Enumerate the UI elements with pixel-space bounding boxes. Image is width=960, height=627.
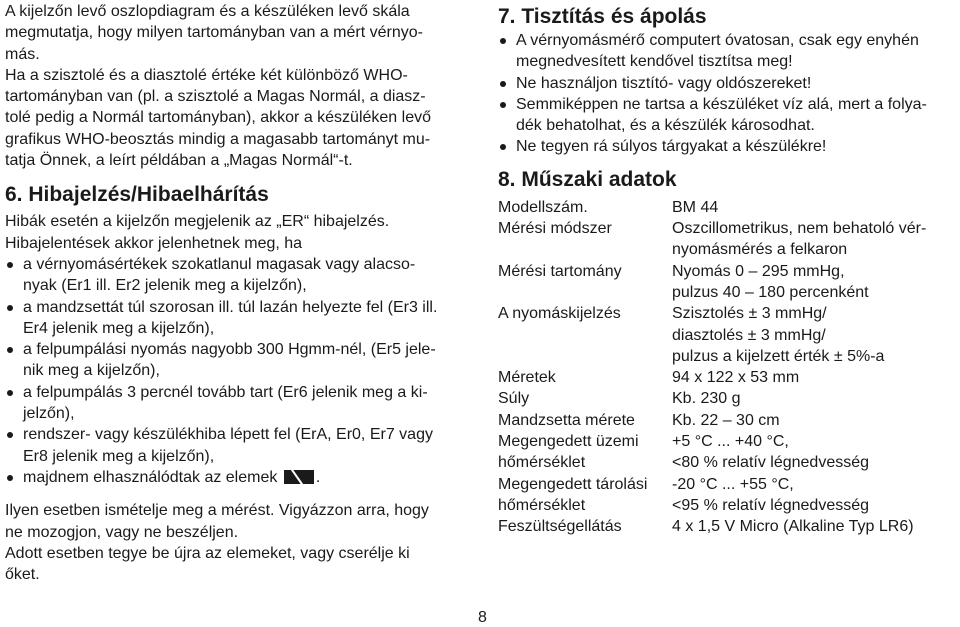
- error-bullet-line: a vérnyomásértékek szokatlanul magasak vagy alacso-: [5, 254, 465, 275]
- spec-label: Mérési tartomány: [498, 262, 622, 280]
- spec-row: [498, 367, 958, 388]
- section-6-intro: [5, 211, 465, 254]
- spec-row: [498, 325, 958, 346]
- spec-label: hőmérséklet: [498, 496, 586, 514]
- spec-value: nyomásmérés a felkaron: [672, 241, 848, 259]
- section-6-intro-line: Hibák esetén a kijelzőn megjelenik az „ER“ hibajelzés.: [5, 213, 390, 231]
- error-bullet-line: nyak (Er1 ill. Er2 jelenik meg a kijelzőn),: [23, 277, 307, 295]
- spec-value: 4 x 1,5 V Micro (Alkaline Typ LR6): [672, 518, 914, 536]
- spec-row: [498, 452, 958, 473]
- intro-line: tartományban van (pl. a szisztolé a Magas Normál, a diasz-: [5, 88, 426, 106]
- intro-line: más.: [5, 45, 40, 63]
- intro-line: A kijelzőn levő oszlopdiagram és a készüléken levő skála: [5, 3, 410, 20]
- spec-row: [498, 197, 958, 218]
- spec-label: Feszültségellátás: [498, 518, 622, 536]
- technical-specs-table: [498, 197, 958, 538]
- spec-label: Mérési módszer: [498, 220, 612, 238]
- error-bullet-line: a felpumpálás 3 percnél tovább tart (Er6 jelenik meg a ki-: [5, 382, 465, 403]
- spec-label: [498, 282, 672, 303]
- spec-label: A nyomáskijelzés: [498, 305, 621, 323]
- spec-label: Méretek: [498, 369, 556, 387]
- error-bullet-line: a felpumpálási nyomás nagyobb 300 Hgmm-nél, (Er5 jele-: [5, 339, 465, 360]
- intro-line: megmutatja, hogy milyen tartományban van a mért vérnyo-: [5, 24, 423, 42]
- cleaning-bullet-line: Ne használjon tisztító- vagy oldószereket!: [498, 73, 958, 94]
- error-bullet-list: [5, 254, 465, 467]
- cleaning-bullet-line: dék behatolhat, és a készülék károsodhat.: [516, 117, 815, 135]
- spec-row: [498, 516, 958, 537]
- spec-value: 94 x 122 x 53 mm: [672, 369, 800, 387]
- spec-label: hőmérséklet: [498, 454, 586, 472]
- spec-row: [498, 261, 958, 282]
- cleaning-bullet-line: Ne tegyen rá súlyos tárgyakat a készülékre!: [498, 136, 958, 157]
- section-6-heading: 6. Hibajelzés/Hibaelhárítás: [5, 183, 269, 207]
- section-6-intro-line: Hibajelentések akkor jelenhetnek meg, ha: [5, 234, 303, 252]
- spec-value: BM 44: [672, 198, 719, 216]
- error-bullet-line: nik meg a kijelzőn),: [23, 362, 160, 380]
- spec-row: [498, 218, 958, 239]
- error-bullet-line: jelzőn),: [23, 405, 75, 423]
- spec-row: [498, 474, 958, 495]
- spec-value: pulzus 40 – 180 percenként: [672, 283, 869, 301]
- spec-label: [498, 346, 672, 367]
- spec-value: -20 °C ... +55 °C,: [672, 475, 794, 493]
- section-7-heading: 7. Tisztítás és ápolás: [498, 5, 707, 28]
- error-bullet-line: a mandzsettát túl szorosan ill. túl lazán helyezte fel (Er3 ill.: [5, 297, 465, 318]
- spec-value: Oszcillometrikus, nem behatoló vér-: [672, 220, 927, 238]
- spec-value: <80 % relatív légnedvesség: [672, 454, 870, 472]
- spec-value: Nyomás 0 – 295 mmHg,: [672, 262, 845, 280]
- error-bullet-line: Er4 jelenik meg a kijelzőn),: [23, 319, 215, 337]
- spec-value: pulzus a kijelzett érték ± 5%-a: [672, 347, 885, 365]
- outro-line: Ilyen esetben ismételje meg a mérést. Vigyázzon arra, hogy: [5, 502, 429, 520]
- section-8-heading: 8. Műszaki adatok: [498, 167, 677, 191]
- spec-row: [498, 431, 958, 452]
- intro-line: tolé pedig a Normál tartományban), akkor a készüléken levő: [5, 109, 431, 127]
- spec-label: [498, 239, 672, 260]
- spec-label: Súly: [498, 390, 530, 408]
- spec-value: +5 °C ... +40 °C,: [672, 433, 789, 451]
- spec-value: Szisztolés ± 3 mmHg/: [672, 305, 827, 323]
- battery-bullet: [5, 467, 465, 488]
- cleaning-bullet-line: Semmiképpen ne tartsa a készüléket víz alá, mert a folya-: [498, 94, 958, 115]
- error-bullet-line: Er8 jelenik meg a kijelzőn),: [23, 447, 215, 465]
- intro-paragraph: [5, 1, 465, 171]
- right-column: [498, 0, 958, 538]
- cleaning-bullet-list: [498, 30, 958, 158]
- spec-row: [498, 410, 958, 431]
- spec-label: Mandzsetta mérete: [498, 411, 635, 429]
- battery-low-icon: [284, 470, 314, 484]
- spec-row: [498, 239, 958, 260]
- error-bullet-line: rendszer- vagy készülékhiba lépett fel (ErA, Er0, Er7 vagy: [5, 424, 465, 445]
- left-column: [5, 0, 465, 585]
- cleaning-bullet-line: A vérnyomásmérő computert óvatosan, csak egy enyhén: [498, 30, 958, 51]
- spec-row: [498, 388, 958, 409]
- spec-value: Kb. 230 g: [672, 390, 741, 408]
- spec-value: Kb. 22 – 30 cm: [672, 411, 780, 429]
- page-number: 8: [478, 609, 487, 626]
- spec-value: diasztolés ± 3 mmHg/: [672, 326, 826, 344]
- intro-line: Ha a szisztolé és a diasztolé értéke két különböző WHO-: [5, 66, 408, 84]
- intro-line: tatja Önnek, a leírt példában a „Magas Normál“-t.: [5, 152, 353, 170]
- spec-row: [498, 303, 958, 324]
- spec-label: Megengedett üzemi: [498, 433, 639, 451]
- spec-label: Megengedett tárolási: [498, 475, 648, 493]
- spec-row: [498, 346, 958, 367]
- battery-bullet-end: .: [315, 468, 321, 486]
- intro-line: grafikus WHO-beosztás mindig a magasabb tartományt mu-: [5, 130, 431, 148]
- outro-line: Adott esetben tegye be újra az elemeket, vagy cserélje ki: [5, 544, 410, 562]
- outro-line: őket.: [5, 566, 40, 584]
- outro-paragraph: [5, 500, 465, 585]
- outro-line: ne mozogjon, vagy ne beszéljen.: [5, 523, 239, 541]
- battery-bullet-text: majdnem elhasználódtak az elemek: [23, 468, 278, 486]
- spec-value: <95 % relatív légnedvesség: [672, 496, 870, 514]
- spec-label: Modellszám.: [498, 198, 588, 216]
- spec-row: [498, 495, 958, 516]
- spec-label: [498, 325, 672, 346]
- spec-row: [498, 282, 958, 303]
- cleaning-bullet-line: megnedvesített kendővel tisztítsa meg!: [516, 53, 793, 71]
